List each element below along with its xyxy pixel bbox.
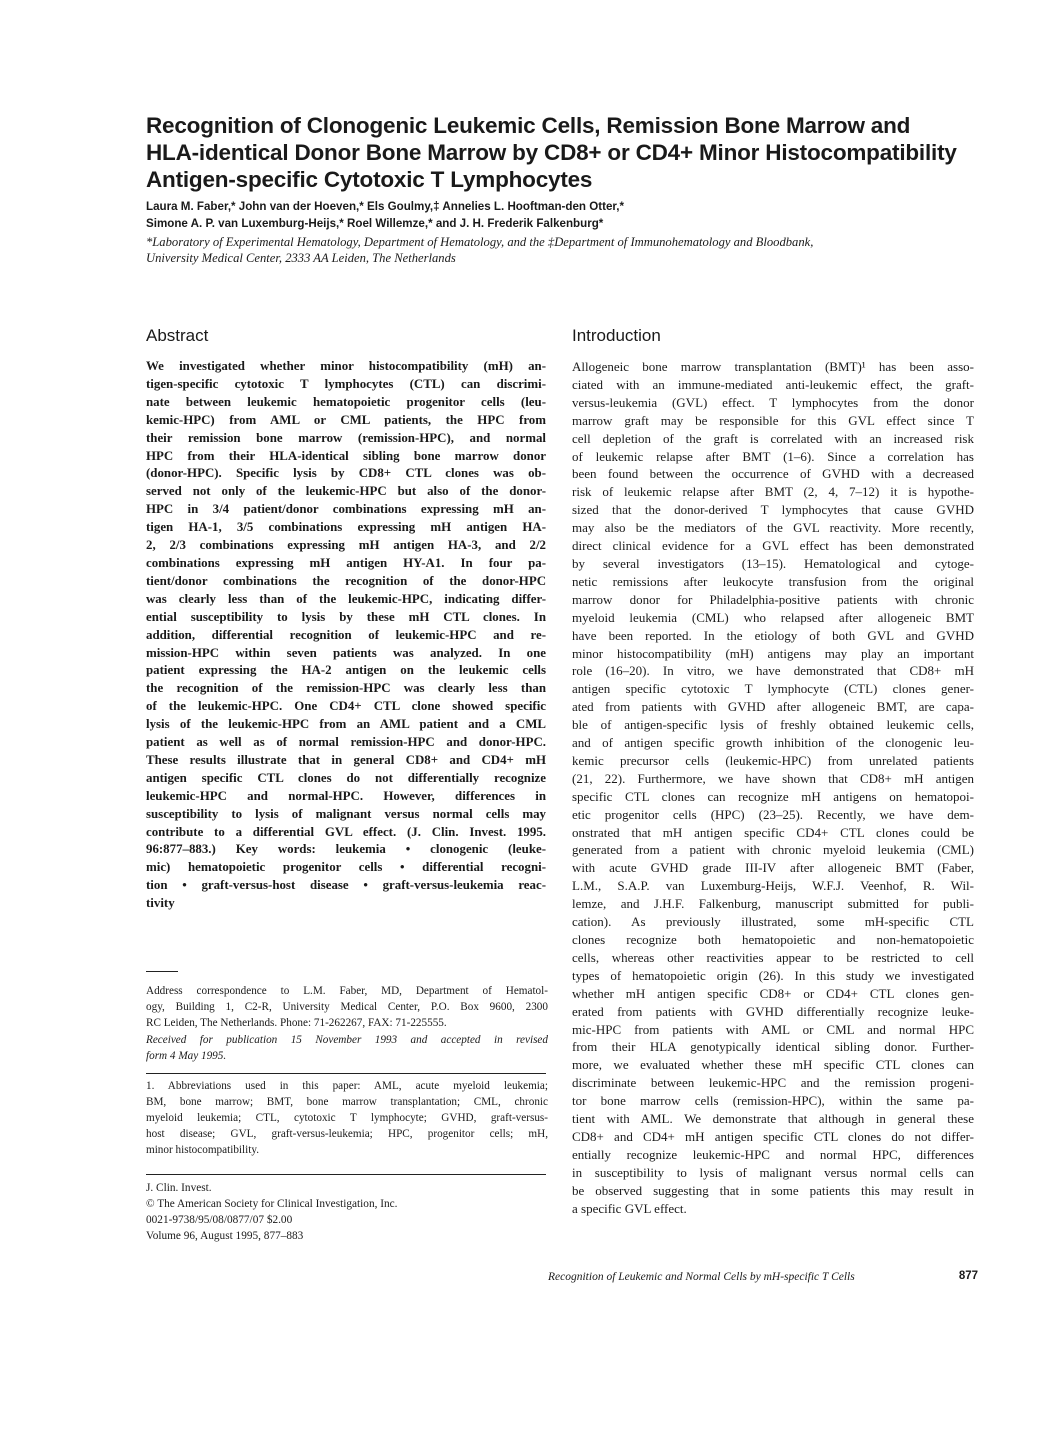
- author-line: Simone A. P. van Luxemburg-Heijs,* Roel Willemze,* and J. H. Frederik Falkenburg*: [146, 217, 604, 230]
- title-line: HLA-identical Donor Bone Marrow by CD8+ or CD4+ Minor Histocompatibility: [146, 140, 957, 165]
- introduction-line: of leukemic relapse after BMT (1–6). Since a correlation has: [572, 448, 974, 464]
- footnote-line: Received for publication 15 November 1993 and accepted in revised: [146, 1034, 548, 1046]
- introduction-line: ciated with an immune-mediated anti-leukemic effect, the graft-: [572, 376, 974, 392]
- abstract-line: nate between leukemic hematopoietic progenitor cells (leu-: [146, 394, 546, 409]
- author-line: Laura M. Faber,* John van der Hoeven,* Els Goulmy,‡ Annelies L. Hooftman-den Otter,*: [146, 200, 625, 213]
- abstract-line: tion • graft-versus-host disease • graft-versus-leukemia reac-: [146, 878, 546, 893]
- introduction-line: ble of antigen-specific lysis of freshly obtained leukemic cells,: [572, 717, 974, 733]
- abstract-line: 2, 2/3 combinations expressing mH antigen HA-3, and 2/2: [146, 538, 546, 553]
- journal-info-line: J. Clin. Invest.: [146, 1182, 212, 1194]
- introduction-line: types of hematopoietic origin (26). In this study we investigated: [572, 967, 974, 983]
- journal-info-line: © The American Society for Clinical Investigation, Inc.: [146, 1198, 398, 1210]
- correspondence-footnote: [146, 983, 548, 1031]
- introduction-line: direct clinical evidence for a GVL effect has been demonstrated: [572, 538, 974, 554]
- journal-divider: [146, 1174, 546, 1175]
- introduction-line: sized that the donor-derived T lymphocytes that cause GVHD: [572, 502, 974, 518]
- abstract-line: tigen HA-1, 3/5 combinations expressing mH antigen HA-: [146, 520, 546, 535]
- introduction-line: marrow donor for Philadelphia-positive patients with chronic: [572, 591, 974, 607]
- introduction-line: kemic precursor cells (leukemic-HPC) from unrelated patients: [572, 752, 974, 768]
- abstract-line: patient as well as of normal remission-HPC and donor-HPC.: [146, 735, 546, 750]
- received-footnote: [146, 1032, 548, 1064]
- abstract-line: susceptibility to lysis of malignant versus normal cells may: [146, 806, 546, 821]
- introduction-line: netic remissions after leukocyte transfusion from the original: [572, 573, 974, 589]
- introduction-line: L.M., S.A.P. van Luxemburg-Heijs, W.F.J. Veenhof, R. Wil-: [572, 878, 974, 894]
- footnote-line: BM, bone marrow; BMT, bone marrow transplantation; CML, chronic: [146, 1096, 548, 1108]
- introduction-line: have been reported. In the etiology of both GVL and GVHD: [572, 627, 974, 643]
- footnote-line: form 4 May 1995.: [146, 1050, 227, 1062]
- introduction-heading: Introduction: [572, 326, 661, 345]
- introduction-line: etic progenitor cells (HPC) (23–25). Recently, we have dem-: [572, 806, 974, 822]
- introduction-line: Allogeneic bone marrow transplantation (BMT)¹ has been asso-: [572, 359, 974, 374]
- introduction-line: and of antigen specific growth inhibition of the clonogenic leu-: [572, 735, 974, 751]
- abstract-line: leukemic-HPC and normal-HPC. However, differences in: [146, 788, 546, 803]
- abstract-line: tivity: [146, 896, 175, 911]
- affiliation-line: *Laboratory of Experimental Hematology, Department of Hematology, and the ‡Department of Immunohematology and Bloodbank,: [146, 235, 814, 249]
- footnote-line: 1. Abbreviations used in this paper: AML, acute myeloid leukemia;: [146, 1080, 548, 1092]
- introduction-line: CD8+ and CD4+ mH antigen specific CTL clones do not differ-: [572, 1128, 974, 1144]
- introduction-line: be observed suggesting that in some patients this may result in: [572, 1182, 974, 1198]
- introduction-line: discriminate between leukemic-HPC and the remission progeni-: [572, 1075, 974, 1091]
- introduction-line: myeloid leukemia (CML) who relapsed after allogeneic BMT: [572, 609, 974, 625]
- journal-info: [146, 1180, 548, 1244]
- title-line: Recognition of Clonogenic Leukemic Cells, Remission Bone Marrow and: [146, 113, 911, 138]
- journal-info-line: 0021-9738/95/08/0877/07 $2.00: [146, 1214, 293, 1226]
- abstract-line: was clearly less than of the leukemic-HPC, indicating differ-: [146, 591, 546, 606]
- introduction-line: (21, 22). Furthermore, we have shown that CD8+ mH antigen: [572, 770, 974, 786]
- introduction-line: cation). As previously illustrated, some mH-specific CTL: [572, 914, 974, 930]
- footnote-line: minor histocompatibility.: [146, 1144, 260, 1156]
- introduction-line: whether mH antigen specific CD8+ or CD4+ CTL clones gen-: [572, 985, 974, 1001]
- footnote-divider: [146, 1073, 546, 1074]
- introduction-line: more, we evaluated whether these mH specific CTL clones can: [572, 1057, 974, 1073]
- abstract-line: patient expressing the HA-2 antigen on the leukemic cells: [146, 663, 546, 678]
- introduction-line: mic-HPC from patients with AML or CML and normal HPC: [572, 1021, 974, 1037]
- introduction-line: been found between the occurrence of GVHD with a decreased: [572, 466, 974, 482]
- abstract-line: tigen-specific cytotoxic T lymphocytes (CTL) can discrimi-: [146, 376, 546, 391]
- introduction-line: tor bone marrow cells (remission-HPC), within the same pa-: [572, 1093, 974, 1109]
- abstract-line: lysis of the leukemic-HPC from an AML patient and a CML: [146, 717, 546, 732]
- abstract-line: mic) hematopoietic progenitor cells • differential recogni-: [146, 860, 546, 875]
- abstract-line: HPC in 3/4 patient/donor combinations expressing mH an-: [146, 502, 546, 517]
- running-title: Recognition of Leukemic and Normal Cells by mH-specific T Cells: [548, 1271, 855, 1283]
- page-number: 877: [958, 1270, 978, 1282]
- footnote-line: ogy, Building 1, C2-R, University Medical Center, P.O. Box 9600, 2300: [146, 1001, 548, 1013]
- footnote-line: Address correspondence to L.M. Faber, MD, Department of Hematol-: [146, 985, 548, 997]
- abstract-line: combinations expressing mH antigen HY-A1. In four pa-: [146, 555, 546, 570]
- abstract-body: [146, 358, 546, 913]
- introduction-line: clones recognize both hematopoietic and non-hematopoietic: [572, 932, 974, 947]
- introduction-line: minor histocompatibility (mH) antigens may play an important: [572, 645, 974, 661]
- title-line: Antigen-specific Cytotoxic T Lymphocytes: [146, 167, 593, 192]
- introduction-line: erated from patients with GVHD differentially recognize leuke-: [572, 1003, 974, 1019]
- abstract-line: 96:877–883.) Key words: leukemia • clonogenic (leuke-: [146, 842, 546, 857]
- abstract-line: addition, differential recognition of leukemic-HPC and re-: [146, 627, 546, 642]
- abstract-line: contribute to a differential GVL effect. (J. Clin. Invest. 1995.: [146, 824, 546, 839]
- introduction-line: by several investigators (13–15). Hematological and cytoge-: [572, 555, 974, 571]
- author-list: [146, 198, 1006, 232]
- introduction-line: onstrated that mH antigen specific CD4+ CTL clones could be: [572, 824, 974, 840]
- journal-info-line: Volume 96, August 1995, 877–883: [146, 1230, 304, 1242]
- abstract-line: These results illustrate that in general CD8+ and CD4+ mH: [146, 752, 546, 767]
- abstract-line: their remission bone marrow (remission-HPC), and normal: [146, 430, 546, 445]
- abstract-heading: Abstract: [146, 326, 209, 345]
- footnote-line: host disease; GVL, graft-versus-leukemia; HPC, progenitor cells; mH,: [146, 1128, 548, 1140]
- introduction-line: specific CTL clones can recognize mH antigens on hematopoi-: [572, 788, 974, 804]
- introduction-line: tient with AML. We demonstrate that although in general these: [572, 1111, 974, 1127]
- introduction-line: cells, whereas other reactivities appear to be restricted to cell: [572, 949, 974, 965]
- abstract-line: the recognition of the remission-HPC was clearly less than: [146, 681, 546, 696]
- introduction-line: a specific GVL effect.: [572, 1200, 687, 1216]
- affiliation-line: University Medical Center, 2333 AA Leiden, The Netherlands: [146, 251, 456, 265]
- footnote-line: RC Leiden, The Netherlands. Phone: 71-262267, FAX: 71-225555.: [146, 1017, 447, 1029]
- introduction-line: with acute GVHD grade III-IV after allogeneic BMT (Faber,: [572, 860, 974, 876]
- abstract-line: We investigated whether minor histocompatibility (mH) an-: [146, 359, 546, 373]
- introduction-line: antigen specific cytotoxic T lymphocyte (CTL) clones gener-: [572, 681, 974, 697]
- abstract-line: served not only of the leukemic-HPC but also of the donor-: [146, 484, 546, 499]
- introduction-line: marrow graft may be responsible for this GVL effect since T: [572, 412, 974, 428]
- introduction-line: versus-leukemia (GVL) effect. T lymphocytes from the donor: [572, 394, 974, 410]
- introduction-line: lemze, and J.H.F. Falkenburg, manuscript submitted for publi-: [572, 896, 974, 912]
- introduction-line: may also be the mediators of the GVL reactivity. More recently,: [572, 520, 974, 536]
- abstract-line: HPC from their HLA-identical sibling bone marrow donor: [146, 448, 546, 463]
- abstract-line: kemic-HPC) from AML or CML patients, the HPC from: [146, 412, 546, 427]
- introduction-line: cell depletion of the graft is correlated with an increased risk: [572, 430, 974, 446]
- introduction-line: role (16–20). In vitro, we have demonstrated that CD8+ mH: [572, 663, 974, 679]
- introduction-line: generated from a patient with chronic myeloid leukemia (CML): [572, 842, 974, 858]
- introduction-line: entially recognize leukemic-HPC and normal HPC, differences: [572, 1146, 974, 1162]
- footnote-line: myeloid leukemia; CTL, cytotoxic T lymphocyte; GVHD, graft-versus-: [146, 1112, 548, 1124]
- abstract-line: mission-HPC within seven patients was analyzed. In one: [146, 645, 546, 660]
- article-title: [146, 112, 1006, 193]
- abstract-line: of the leukemic-HPC. One CD4+ CTL clone showed specific: [146, 699, 546, 714]
- abstract-line: antigen specific CTL clones do not differentially recognize: [146, 770, 546, 785]
- abstract-line: ential susceptibility to lysis by these mH CTL clones. In: [146, 609, 546, 624]
- footnote-separator: [146, 971, 178, 972]
- affiliations: [146, 234, 1006, 266]
- introduction-line: in susceptibility to lysis of malignant versus normal cells can: [572, 1164, 974, 1180]
- abstract-line: (donor-HPC). Specific lysis by CD8+ CTL clones was ob-: [146, 466, 546, 481]
- abbreviations-footnote: [146, 1078, 548, 1158]
- abstract-line: tient/donor combinations the recognition of the donor-HPC: [146, 573, 546, 588]
- introduction-line: from their HLA genotypically identical sibling donor. Further-: [572, 1039, 974, 1055]
- introduction-line: ated from patients with GVHD after allogeneic BMT, are capa-: [572, 699, 974, 715]
- introduction-body: [572, 358, 974, 1218]
- introduction-line: risk of leukemic relapse after BMT (2, 4, 7–12) it is hypothe-: [572, 484, 974, 500]
